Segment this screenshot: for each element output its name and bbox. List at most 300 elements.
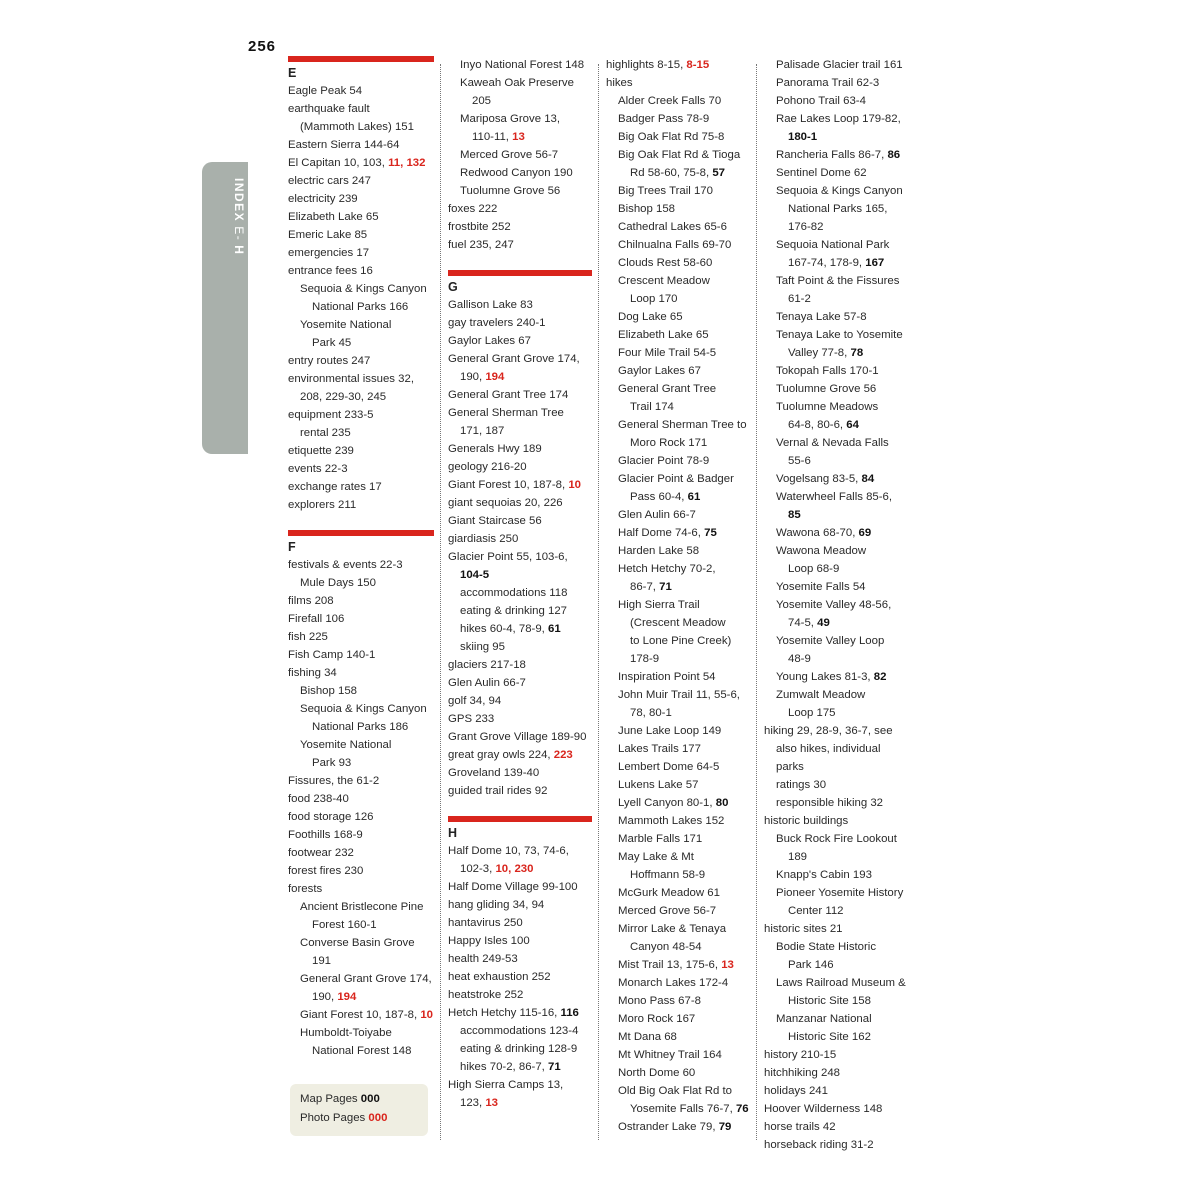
legend-photo-value: 000 [368,1112,388,1124]
entry-map-page: 57 [712,167,725,179]
index-entry [764,398,914,434]
index-entry [764,866,914,884]
entry-text: Ancient Bristlecone Pine Forest 160-1 [300,901,424,931]
index-entry [606,974,752,992]
entry-text: GPS 233 [448,713,495,725]
index-entry [606,1046,752,1064]
entry-text: giant sequoias 20, 226 [448,497,563,509]
entry-text: Tenaya Lake to Yosemite Valley 77-8, [776,329,903,359]
index-entry [764,1046,914,1064]
entry-photo-page: 223 [553,749,573,761]
entry-text: Wawona 68-70, [776,527,859,539]
page-number: 256 [248,38,277,55]
entry-text: Generals Hwy 189 [448,443,542,455]
entry-text: Mule Days 150 [300,577,376,589]
index-entry [606,560,752,596]
entry-text: hikes [606,77,633,89]
entry-text: forest fires 230 [288,865,364,877]
index-entry [606,416,752,452]
entry-text: skiing 95 [460,641,505,653]
entry-text: Gallison Lake 83 [448,299,533,311]
entry-text: great gray owls 224, [448,749,554,761]
entry-photo-page: 194 [337,991,357,1003]
index-entry [288,352,434,370]
entry-text: exchange rates 17 [288,481,382,493]
index-entry [764,1118,914,1136]
entry-text: Bodie State Historic Park 146 [776,941,877,971]
index-entry [448,404,592,440]
index-entry [448,674,592,692]
column-divider [440,64,441,1140]
entry-text: health 249-53 [448,953,518,965]
index-entry [764,668,914,686]
entry-text: Yosemite National Park 93 [300,739,392,769]
entry-text: Fish Camp 140-1 [288,649,376,661]
entry-text: Laws Railroad Museum & Historic Site 158 [776,977,906,1007]
section-rule [448,270,592,276]
entry-text: McGurk Meadow 61 [618,887,720,899]
index-entry [606,1064,752,1082]
entry-text: gay travelers 240-1 [448,317,546,329]
section-letter: H [448,826,458,840]
entry-text: Big Oak Flat Rd & Tioga Rd 58-60, 75-8, [618,149,741,179]
entry-text: ratings 30 [776,779,827,791]
entry-text: Mammoth Lakes 152 [618,815,725,827]
entry-text: history 210-15 [764,1049,837,1061]
entry-photo-page: 13 [721,959,734,971]
entry-text: Fissures, the 61-2 [288,775,380,787]
index-entry [764,56,914,74]
entry-text: electric cars 247 [288,175,371,187]
entry-text: Sequoia & Kings Canyon National Parks 186 [300,703,427,733]
index-entry [764,794,914,812]
entry-text: Firefall 106 [288,613,345,625]
entry-text: General Sherman Tree to Moro Rock 171 [618,419,747,449]
entry-map-page: 167 [865,257,885,269]
index-entry [448,950,592,968]
entry-text: hiking 29, 28-9, 36-7, see also hikes, individual parks [764,725,893,773]
entry-text: Redwood Canyon 190 [460,167,573,179]
entry-text: Lembert Dome 64-5 [618,761,720,773]
entry-map-page: 64 [846,419,859,431]
entry-text: Four Mile Trail 54-5 [618,347,717,359]
index-entry [448,842,592,878]
index-entry [606,758,752,776]
entry-text: food 238-40 [288,793,349,805]
index-entry [288,226,434,244]
entry-text: Moro Rock 167 [618,1013,696,1025]
entry-text: responsible hiking 32 [776,797,884,809]
entry-text: Eagle Peak 54 [288,85,363,97]
entry-text: giardiasis 250 [448,533,519,545]
entry-text: Giant Staircase 56 [448,515,542,527]
entry-text: guided trail rides 92 [448,785,548,797]
index-section-continued [764,56,914,1154]
index-entry [606,470,752,506]
index-section-f [288,530,434,1060]
entry-text: Humboldt-Toiyabe National Forest 148 [300,1027,412,1057]
entry-text: events 22-3 [288,463,348,475]
entry-text: Inspiration Point 54 [618,671,716,683]
entry-text: historic sites 21 [764,923,843,935]
entry-text: Tuolumne Meadows 64-8, 80-6, [776,401,879,431]
index-entry [764,722,914,776]
entry-text: Giant Forest 10, 187-8, [448,479,569,491]
entry-photo-page: 194 [485,371,505,383]
entry-text: rental 235 [300,427,351,439]
entry-text: Tenaya Lake 57-8 [776,311,867,323]
index-entry [606,920,752,956]
entry-text: General Grant Grove 174, 190, [300,973,432,1003]
index-entry [448,164,592,182]
entry-text: Gaylor Lakes 67 [448,335,531,347]
index-entry [448,710,592,728]
entry-text: Sequoia & Kings Canyon National Parks 165, 176-82 [776,185,903,233]
index-entry [448,440,592,458]
index-entry [764,380,914,398]
index-entry [448,620,592,638]
entry-map-page: 116 [560,1007,579,1019]
entry-text: Hetch Hetchy 115-16, [448,1007,561,1019]
index-entry [448,1022,592,1040]
index-entry [764,812,914,830]
entry-text: Glen Aulin 66-7 [448,677,526,689]
entry-text: horseback riding 31-2 [764,1139,874,1151]
index-entry [448,1058,592,1076]
entry-photo-page: 11 [388,157,401,169]
index-section-continued [448,56,592,254]
entry-text: frostbite 252 [448,221,511,233]
index-entry [448,200,592,218]
entry-text: heat exhaustion 252 [448,971,551,983]
entry-text: Rancheria Falls 86-7, [776,149,888,161]
index-entry [288,574,434,592]
index-entry [288,100,434,136]
entry-text: hang gliding 34, 94 [448,899,545,911]
index-entry [764,308,914,326]
entry-text: Merced Grove 56-7 [460,149,559,161]
index-entry [606,722,752,740]
entry-text: Happy Isles 100 [448,935,530,947]
index-entry [288,496,434,514]
entry-text: Lukens Lake 57 [618,779,699,791]
entry-text: Mt Dana 68 [618,1031,677,1043]
entry-text: horse trails 42 [764,1121,836,1133]
index-entry [448,530,592,548]
entry-text: Half Dome 10, 73, 74-6, 102-3, [448,845,569,875]
index-entry [448,728,592,746]
entry-text: Sequoia & Kings Canyon National Parks 166 [300,283,427,313]
index-entry [764,488,914,524]
entry-text: glaciers 217-18 [448,659,526,671]
index-entry [448,746,592,764]
index-entry [764,182,914,236]
index-entry [288,646,434,664]
index-entry [448,782,592,800]
index-entry [288,406,434,424]
entry-text: General Sherman Tree 171, 187 [448,407,564,437]
index-entry [606,218,752,236]
index-entry [606,542,752,560]
entry-text: explorers 211 [288,499,357,511]
legend-map-pages [300,1090,428,1109]
index-tab-title: INDEX [232,178,246,223]
entry-map-page: 75 [704,527,717,539]
entry-text: General Grant Tree Trail 174 [618,383,717,413]
index-entry [448,476,592,494]
entry-text: Tuolumne Grove 56 [460,185,561,197]
legend-map-value: 000 [360,1093,380,1105]
index-entry [764,92,914,110]
index-entry [288,460,434,478]
entry-text: June Lake Loop 149 [618,725,722,737]
entry-text: Gaylor Lakes 67 [618,365,701,377]
index-entry [606,668,752,686]
entry-text: Harden Lake 58 [618,545,700,557]
entry-text: equipment 233-5 [288,409,374,421]
index-entry [606,362,752,380]
entry-text: forests [288,883,323,895]
entry-text: accommodations 123-4 [460,1025,579,1037]
index-entry [606,776,752,794]
index-entry [448,986,592,1004]
entry-text: earthquake fault (Mammoth Lakes) 151 [288,103,414,133]
index-section-h [448,816,592,1112]
entry-text: Taft Point & the Fissures 61-2 [776,275,900,305]
index-entry [606,794,752,812]
index-entry [448,218,592,236]
index-entry [448,896,592,914]
index-entry [764,164,914,182]
index-entry [606,236,752,254]
entry-text: Mist Trail 13, 175-6, [618,959,722,971]
section-letter: F [288,540,296,554]
entry-text: heatstroke 252 [448,989,524,1001]
index-section-continued [606,56,752,1136]
index-entry [606,92,752,110]
index-entry [606,452,752,470]
entry-text: Waterwheel Falls 85-6, [776,491,893,503]
entry-text: Big Oak Flat Rd 75-8 [618,131,725,143]
entry-text: entry routes 247 [288,355,371,367]
entry-text: John Muir Trail 11, 55-6, 78, 80-1 [618,689,740,719]
index-entry [288,700,434,736]
index-entry [764,776,914,794]
index-entry [764,1010,914,1046]
entry-text: etiquette 239 [288,445,354,457]
entry-text: Converse Basin Grove 191 [300,937,415,967]
entry-text: food storage 126 [288,811,374,823]
entry-text: Elizabeth Lake 65 [618,329,709,341]
entry-text: highlights 8-15, [606,59,687,71]
entry-text: golf 34, 94 [448,695,502,707]
index-entry [606,110,752,128]
index-entry [288,370,434,406]
index-entry [288,478,434,496]
entry-text: hikes 70-2, 86-7, [460,1061,549,1073]
index-entry [606,380,752,416]
entry-text: hikes 60-4, 78-9, [460,623,549,635]
index-entry [764,1064,914,1082]
index-entry [764,1082,914,1100]
index-entry [764,830,914,866]
index-entry [448,74,592,110]
index-entry [606,686,752,722]
entry-map-page: 61 [548,623,561,635]
entry-text: Palisade Glacier trail 161 [776,59,903,71]
entry-photo-page: 10 [420,1009,433,1021]
index-entry [448,968,592,986]
index-entry [606,596,752,668]
entry-text: North Dome 60 [618,1067,696,1079]
entry-text: entrance fees 16 [288,265,373,277]
index-entry [606,1010,752,1028]
entry-text: Tuolumne Grove 56 [776,383,877,395]
index-entry [448,236,592,254]
entry-text: fuel 235, 247 [448,239,514,251]
entry-text: environmental issues 32, 208, 229-30, 245 [288,373,414,403]
index-entry [606,506,752,524]
index-entry [606,344,752,362]
entry-text: Big Trees Trail 170 [618,185,713,197]
legend-box [290,1084,428,1136]
index-entry [764,542,914,578]
entry-text: Half Dome Village 99-100 [448,881,578,893]
entry-map-page: 180-1 [788,131,818,143]
column-divider [756,64,757,1140]
index-entry [764,1136,914,1154]
index-entry [606,56,752,74]
index-entry [448,512,592,530]
index-entry [448,764,592,782]
index-entry [448,878,592,896]
entry-text: Mt Whitney Trail 164 [618,1049,722,1061]
entry-text: Elizabeth Lake 65 [288,211,379,223]
index-entry [448,386,592,404]
index-entry [764,524,914,542]
index-entry [448,314,592,332]
entry-map-page: 79 [718,1121,732,1133]
entry-text: Crescent Meadow Loop 170 [618,275,710,305]
index-entry [288,826,434,844]
index-entry [448,1040,592,1058]
index-entry [448,1076,592,1112]
index-entry [448,584,592,602]
section-rule [448,816,592,822]
index-entry [288,610,434,628]
index-tab-label [232,178,246,255]
index-tab-range-end: H [232,245,246,256]
entry-text: Wawona Meadow Loop 68-9 [776,545,867,575]
index-entry [606,1028,752,1046]
index-column-1 [288,56,434,1076]
entry-map-page: 49 [817,617,830,629]
entry-text: Dog Lake 65 [618,311,683,323]
index-entry [448,350,592,386]
entry-photo-page: 13 [485,1097,499,1109]
entry-text: Clouds Rest 58-60 [618,257,713,269]
entry-text: Young Lakes 81-3, [776,671,874,683]
entry-text: films 208 [288,595,334,607]
index-entry [764,1100,914,1118]
entry-text: Hetch Hetchy 70-2, 86-7, [618,563,716,593]
section-rule [288,530,434,536]
entry-text: Glacier Point 78-9 [618,455,710,467]
entry-text: Glen Aulin 66-7 [618,509,696,521]
entry-text: El Capitan 10, 103, [288,157,389,169]
entry-map-page: 85 [788,509,801,521]
index-entry [288,1024,434,1060]
entry-text: May Lake & Mt Hoffmann 58-9 [618,851,706,881]
index-entry [606,326,752,344]
entry-map-page: 69 [858,527,872,539]
entry-text: Yosemite National Park 45 [300,319,392,349]
index-entry [764,686,914,722]
entry-text: Hoover Wilderness 148 [764,1103,883,1115]
entry-text: Pioneer Yosemite History Center 112 [776,887,904,917]
index-entry [606,848,752,884]
entry-text: Glacier Point & Badger Pass 60-4, [618,473,734,503]
index-tab-separator: E- [232,226,246,242]
entry-text: Rae Lakes Loop 179-82, [776,113,901,125]
entry-text: fish 225 [288,631,328,643]
index-entry [606,74,752,92]
entry-text: footwear 232 [288,847,354,859]
entry-text: Chilnualna Falls 69-70 [618,239,732,251]
entry-text: Panorama Trail 62-3 [776,77,880,89]
entry-text: Emeric Lake 85 [288,229,368,241]
index-entry [606,146,752,182]
index-entry [288,772,434,790]
index-entry [764,578,914,596]
index-entry [764,920,914,938]
index-entry [448,932,592,950]
index-entry [764,146,914,164]
entry-text: High Sierra Trail (Crescent Meadow to Lone Pine Creek) 178-9 [618,599,732,665]
entry-map-page: 84 [861,473,875,485]
legend-photo-label: Photo Pages [300,1112,366,1124]
index-entry [606,884,752,902]
index-entry [448,914,592,932]
entry-text: Mirror Lake & Tenaya Canyon 48-54 [618,923,727,953]
index-column-3 [606,56,752,1152]
entry-photo-page: 10 [495,863,509,875]
index-section-e [288,56,434,514]
legend-map-label: Map Pages [300,1093,358,1105]
index-entry [764,470,914,488]
entry-text: festivals & events 22-3 [288,559,403,571]
index-entry [448,146,592,164]
entry-text: Kaweah Oak Preserve 205 [460,77,574,107]
entry-text: Buck Rock Fire Lookout 189 [776,833,897,863]
index-entry [606,524,752,542]
entry-text: Tokopah Falls 170-1 [776,365,879,377]
index-entry [448,548,592,584]
entry-text: Alder Creek Falls 70 [618,95,722,107]
index-entry [606,308,752,326]
index-entry [606,830,752,848]
entry-map-page: 86 [887,149,901,161]
index-entry [288,424,434,442]
index-entry [764,596,914,632]
index-entry [288,82,434,100]
entry-map-page: 82 [873,671,887,683]
entry-text: Knapp's Cabin 193 [776,869,872,881]
index-entry [288,898,434,934]
index-entry [288,208,434,226]
index-entry [448,656,592,674]
entry-text: Sequoia National Park 167-74, 178-9, [776,239,890,269]
